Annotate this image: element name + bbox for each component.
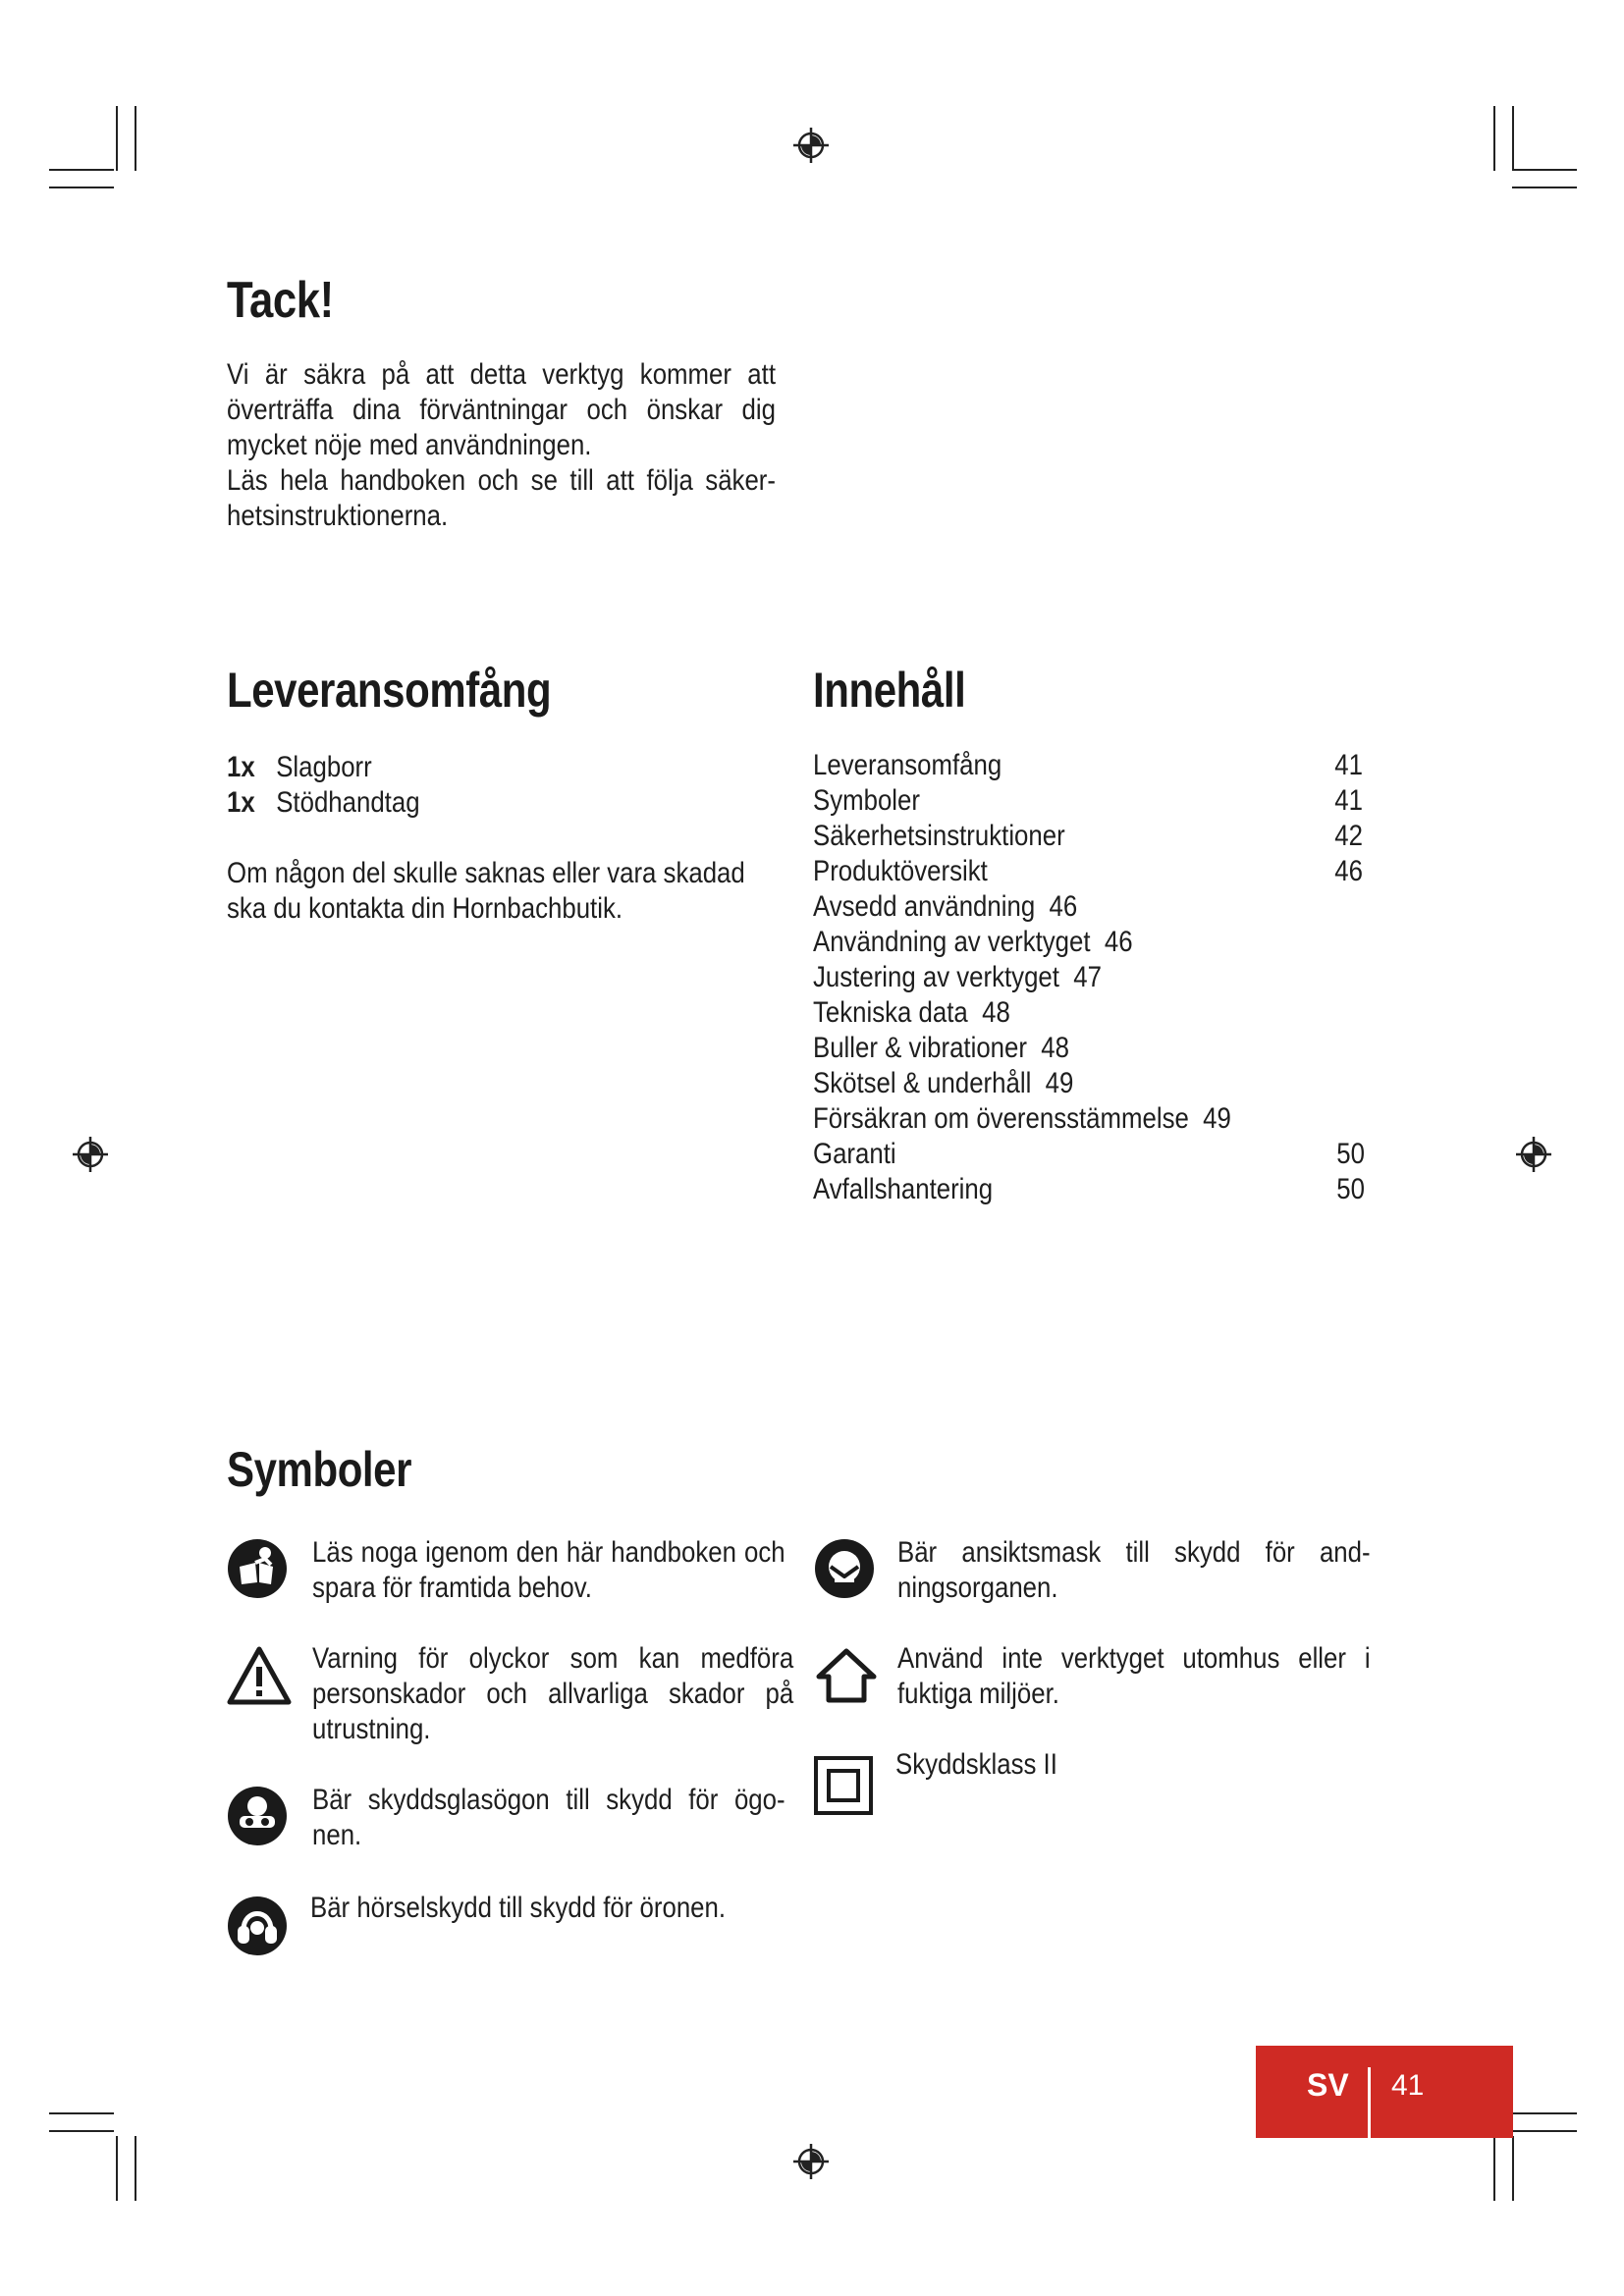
toc-label: Buller & vibrationer xyxy=(813,1032,1027,1064)
toc-label: Avsedd användning xyxy=(813,890,1036,923)
delivery-qty: 1x xyxy=(227,751,255,783)
toc-page: 46 xyxy=(1049,890,1078,923)
page-badge xyxy=(1256,2046,1513,2138)
delivery-item xyxy=(227,750,372,785)
toc-entry xyxy=(813,1066,1073,1101)
ear-protection-icon xyxy=(226,1895,289,1957)
toc-label: Symboler xyxy=(813,784,920,817)
toc-entry xyxy=(813,1101,1231,1137)
indoor-use-only-icon xyxy=(813,1645,880,1706)
thanks-text xyxy=(227,357,776,534)
symbol-text: Bär hörselskydd till skydd för öronen. xyxy=(310,1892,727,1924)
toc-entry xyxy=(813,925,1133,960)
delivery-item xyxy=(227,785,420,821)
toc-label: Försäkran om överensstämmelse xyxy=(813,1102,1189,1135)
delivery-qty: 1x xyxy=(227,786,255,819)
thanks-title: Tack! xyxy=(227,272,334,329)
toc-entry xyxy=(813,1031,1069,1066)
face-mask-icon xyxy=(813,1537,876,1600)
toc-page: 48 xyxy=(1041,1032,1070,1064)
toc-label: Tekniska data xyxy=(813,996,968,1029)
toc-page: 50 xyxy=(1336,1173,1365,1205)
toc-label: Justering av verktyget xyxy=(813,961,1059,993)
toc-label: Garanti xyxy=(813,1138,896,1170)
language-label: SV xyxy=(1307,2067,1349,2103)
read-manual-icon xyxy=(226,1537,289,1600)
protection-class-ii-icon xyxy=(813,1755,874,1816)
registration-mark-icon xyxy=(791,126,831,165)
delivery-title: Leveransomfång xyxy=(227,663,552,718)
delivery-name: Stödhandtag xyxy=(276,786,420,819)
toc-label: Säkerhetsinstruktioner xyxy=(813,820,1065,852)
badge-divider xyxy=(1368,2067,1371,2138)
toc-page: 50 xyxy=(1336,1138,1365,1170)
delivery-note: Om någon del skulle saknas eller vara skadad ska du kontakta din Hornbachbutik. xyxy=(227,857,745,925)
toc-page: 49 xyxy=(1203,1102,1231,1135)
symbol-text: Skyddsklass II xyxy=(895,1748,1057,1781)
registration-mark-icon xyxy=(791,2142,831,2181)
toc-label: Produktöversikt xyxy=(813,855,988,887)
toc-page: 41 xyxy=(1334,749,1363,781)
symbol-text: Varning för olyckor som kan medföra personskador och allvarliga skador på utrustning. xyxy=(312,1642,794,1745)
toc-page: 49 xyxy=(1045,1067,1074,1099)
symbols-title: Symboler xyxy=(227,1442,412,1497)
symbol-text: Använd inte verktyget utomhus eller i fuktiga miljöer. xyxy=(897,1642,1371,1710)
contents-title: Innehåll xyxy=(813,663,966,718)
toc-entry xyxy=(813,889,1077,925)
page-number: 41 xyxy=(1391,2069,1425,2102)
symbol-text: Bär skyddsglasögon till skydd för ögo-nen. xyxy=(312,1784,785,1851)
toc-label: Avfallshantering xyxy=(813,1173,994,1205)
toc-label: Leveransomfång xyxy=(813,749,1002,781)
toc-page: 46 xyxy=(1334,855,1363,887)
registration-mark-icon xyxy=(71,1135,110,1174)
toc-label: Skötsel & underhåll xyxy=(813,1067,1032,1099)
symbol-text: Bär ansiktsmask till skydd för and-ningsorganen. xyxy=(897,1536,1371,1604)
toc-entry xyxy=(813,995,1010,1031)
toc-page: 47 xyxy=(1073,961,1102,993)
toc-page: 41 xyxy=(1334,784,1363,817)
thanks-paragraph-2: Läs hela handboken och se till att följa säker-hetsinstruktionerna. xyxy=(227,464,776,532)
toc-page: 42 xyxy=(1334,820,1363,852)
delivery-name: Slagborr xyxy=(276,751,372,783)
toc-page: 48 xyxy=(982,996,1010,1029)
warning-triangle-icon xyxy=(226,1645,293,1706)
registration-mark-icon xyxy=(1514,1135,1553,1174)
thanks-paragraph-1: Vi är säkra på att detta verktyg kommer att överträffa dina förväntningar och önskar dig mycket nöje med användningen. xyxy=(227,358,776,461)
symbol-text: Läs noga igenom den här handboken och spara för framtida behov. xyxy=(312,1536,785,1604)
toc-entry xyxy=(813,960,1102,995)
toc-page: 46 xyxy=(1104,926,1133,958)
safety-goggles-icon xyxy=(226,1785,289,1847)
toc-label: Användning av verktyget xyxy=(813,926,1091,958)
